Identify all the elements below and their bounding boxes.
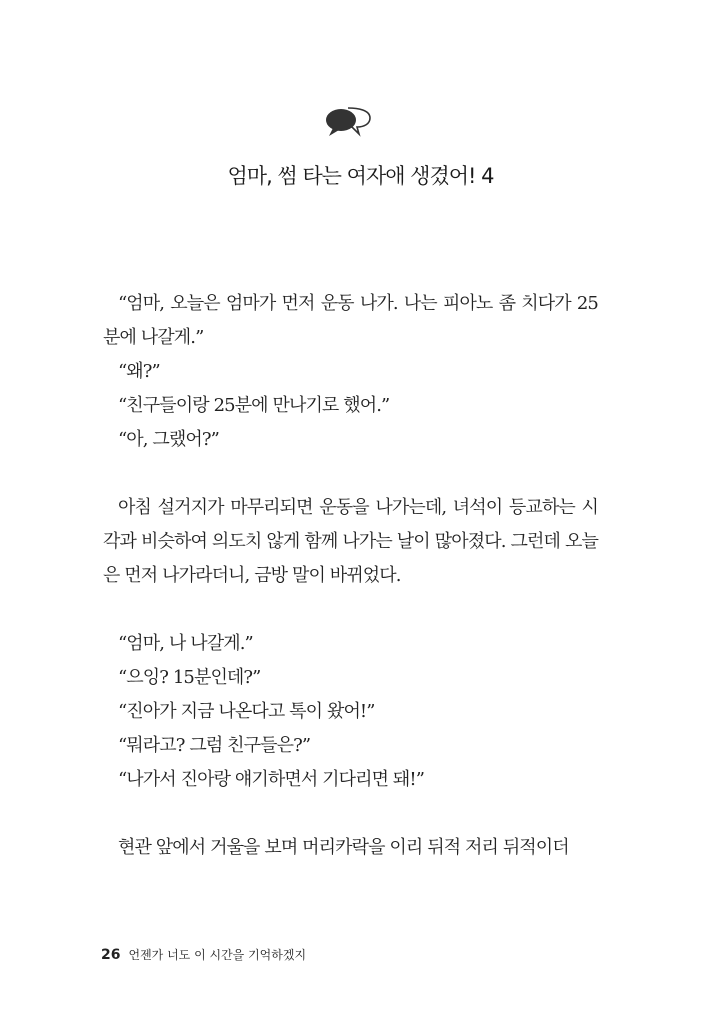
paragraph-gap: [103, 797, 598, 831]
running-title: 언젠가 너도 이 시간을 기억하겠지: [128, 948, 307, 962]
paragraph-gap: [103, 457, 598, 491]
dialogue-line: “뭐라고? 그럼 친구들은?”: [118, 735, 311, 756]
paragraph: “엄마, 오늘은 엄마가 먼저 운동 나가. 나는 피아노 좀 치다가 25분에 나갈게.”: [103, 293, 598, 348]
dialogue-line: “엄마, 나 나갈게.”: [118, 633, 253, 654]
dialogue-line: “진아가 지금 나온다고 톡이 왔어!”: [118, 701, 375, 722]
speech-bubbles-icon: [322, 104, 374, 138]
page-number: 26: [101, 947, 121, 963]
page-footer: [101, 946, 306, 963]
dialogue-line: “친구들이랑 25분에 만나기로 했어.”: [118, 395, 390, 416]
chapter-title: 엄마, 썸 타는 여자애 생겼어! 4: [227, 164, 494, 188]
dialogue-line: “왜?”: [118, 361, 160, 382]
paragraph: 현관 앞에서 거울을 보며 머리카락을 이리 뒤적 저리 뒤적이더: [118, 837, 569, 858]
paragraph: 아침 설거지가 마무리되면 운동을 나가는데, 녀석이 등교하는 시각과 비슷하여 의도치 않게 함께 나가는 날이 많아졌다. 그런데 오늘은 먼저 나가라더니, 금방 말이 바뀌었다.: [103, 497, 598, 586]
page-body: [103, 287, 598, 865]
dialogue-line: “나가서 진아랑 얘기하면서 기다리면 돼!”: [118, 769, 425, 790]
paragraph-gap: [103, 593, 598, 627]
dialogue-line: “으잉? 15분인데?”: [118, 667, 261, 688]
dialogue-line: “아, 그랬어?”: [118, 429, 219, 450]
